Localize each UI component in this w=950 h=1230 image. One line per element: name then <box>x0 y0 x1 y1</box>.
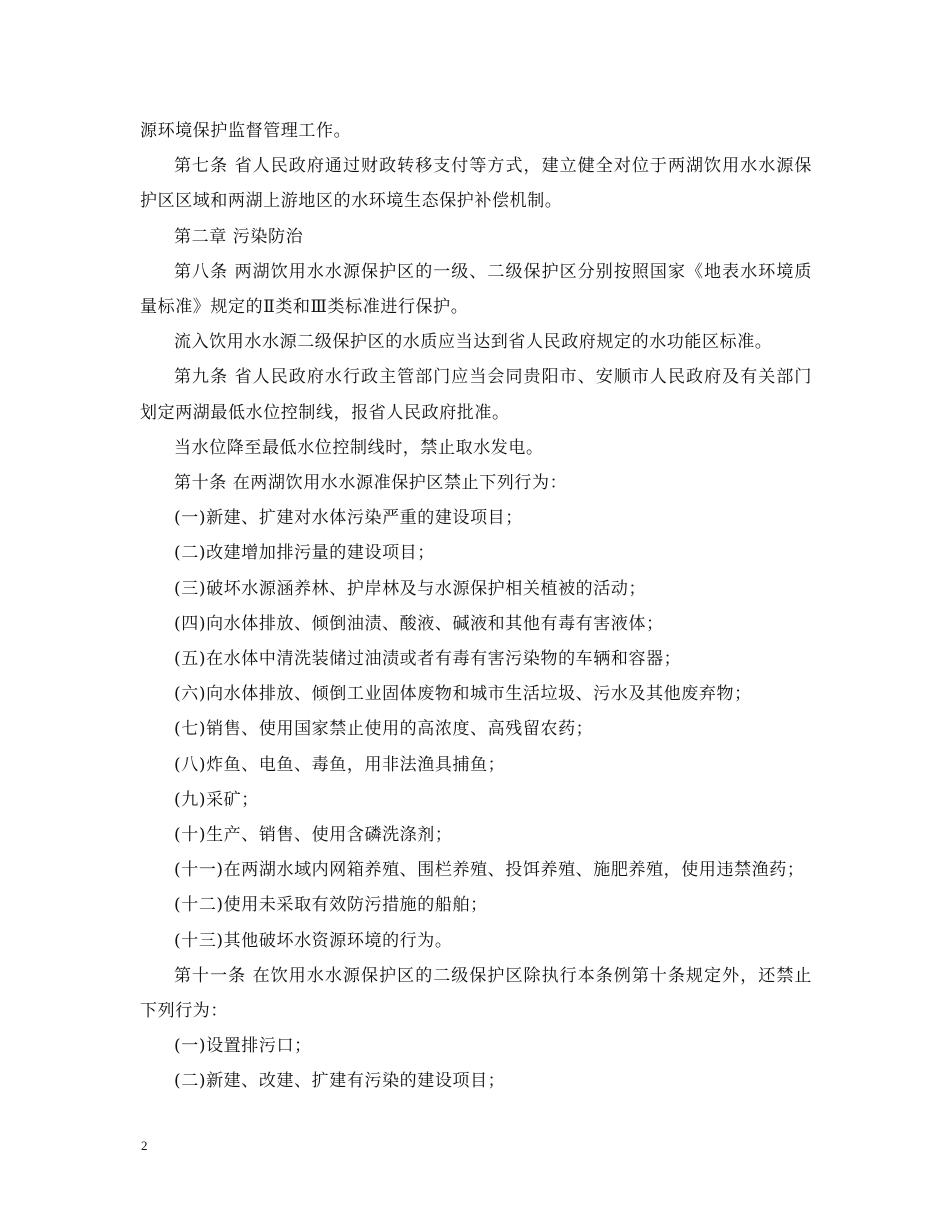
list-item: (十三)其他破坏水资源环境的行为。 <box>174 930 453 951</box>
list-item: (四)向水体排放、倾倒油渍、酸液、碱液和其他有毒有害液体； <box>174 613 664 634</box>
paragraph: 源环境保护监督管理工作。 <box>140 121 352 141</box>
list-item: (六)向水体排放、倾倒工业固体废物和城市生活垃圾、污水及其他废弃物； <box>174 684 752 705</box>
page-number: 2 <box>141 1138 148 1153</box>
paragraph: 流入饮用水水源二级保护区的水质应当达到省人民政府规定的水功能区标准。 <box>174 332 773 353</box>
list-item: (一)新建、扩建对水体污染严重的建设项目； <box>174 508 523 529</box>
list-item: (一)设置排污口； <box>174 1036 312 1057</box>
paragraph-article-8: 第八条 两湖饮用水水源保护区的一级、二级保护区分别按照国家《地表水环境质量标准》规定的Ⅱ类和Ⅲ类标准进行保护。 <box>140 261 812 318</box>
list-item: (十二)使用未采取有效防污措施的船舶； <box>174 895 488 916</box>
paragraph-article-10: 第十条 在两湖饮用水水源准保护区禁止下列行为： <box>174 473 568 494</box>
list-item: (三)破坏水源涵养林、护岸林及与水源保护相关植被的活动； <box>174 578 647 599</box>
paragraph-article-9: 第九条 省人民政府水行政主管部门应当会同贵阳市、安顺市人民政府及有关部门划定两湖最低水位控制线，报省人民政府批准。 <box>140 367 812 423</box>
chapter-heading: 第二章 污染防治 <box>174 226 304 247</box>
document-body <box>140 114 812 1100</box>
list-item: (九)采矿； <box>174 789 259 810</box>
paragraph: 当水位降至最低水位控制线时，禁止取水发电。 <box>174 437 544 458</box>
list-item: (十)生产、销售、使用含磷洗涤剂； <box>174 825 453 846</box>
list-item: (八)炸鱼、电鱼、毒鱼，用非法渔具捕鱼； <box>174 754 506 775</box>
list-item: (五)在水体中清洗装储过油渍或者有毒有害污染物的车辆和容器； <box>174 649 682 670</box>
list-item: (二)改建增加排污量的建设项目； <box>174 543 435 564</box>
list-item: (十一)在两湖水域内网箱养殖、围栏养殖、投饵养殖、施肥养殖，使用违禁渔药； <box>174 860 805 881</box>
list-item: (七)销售、使用国家禁止使用的高浓度、高残留农药； <box>174 719 594 740</box>
list-item: (二)新建、改建、扩建有污染的建设项目； <box>174 1071 506 1092</box>
paragraph-article-11: 第十一条 在饮用水水源保护区的二级保护区除执行本条例第十条规定外，还禁止下列行为： <box>140 965 812 1022</box>
paragraph-article-7: 第七条 省人民政府通过财政转移支付等方式，建立健全对位于两湖饮用水水源保护区区域和两湖上游地区的水环境生态保护补偿机制。 <box>140 156 812 212</box>
